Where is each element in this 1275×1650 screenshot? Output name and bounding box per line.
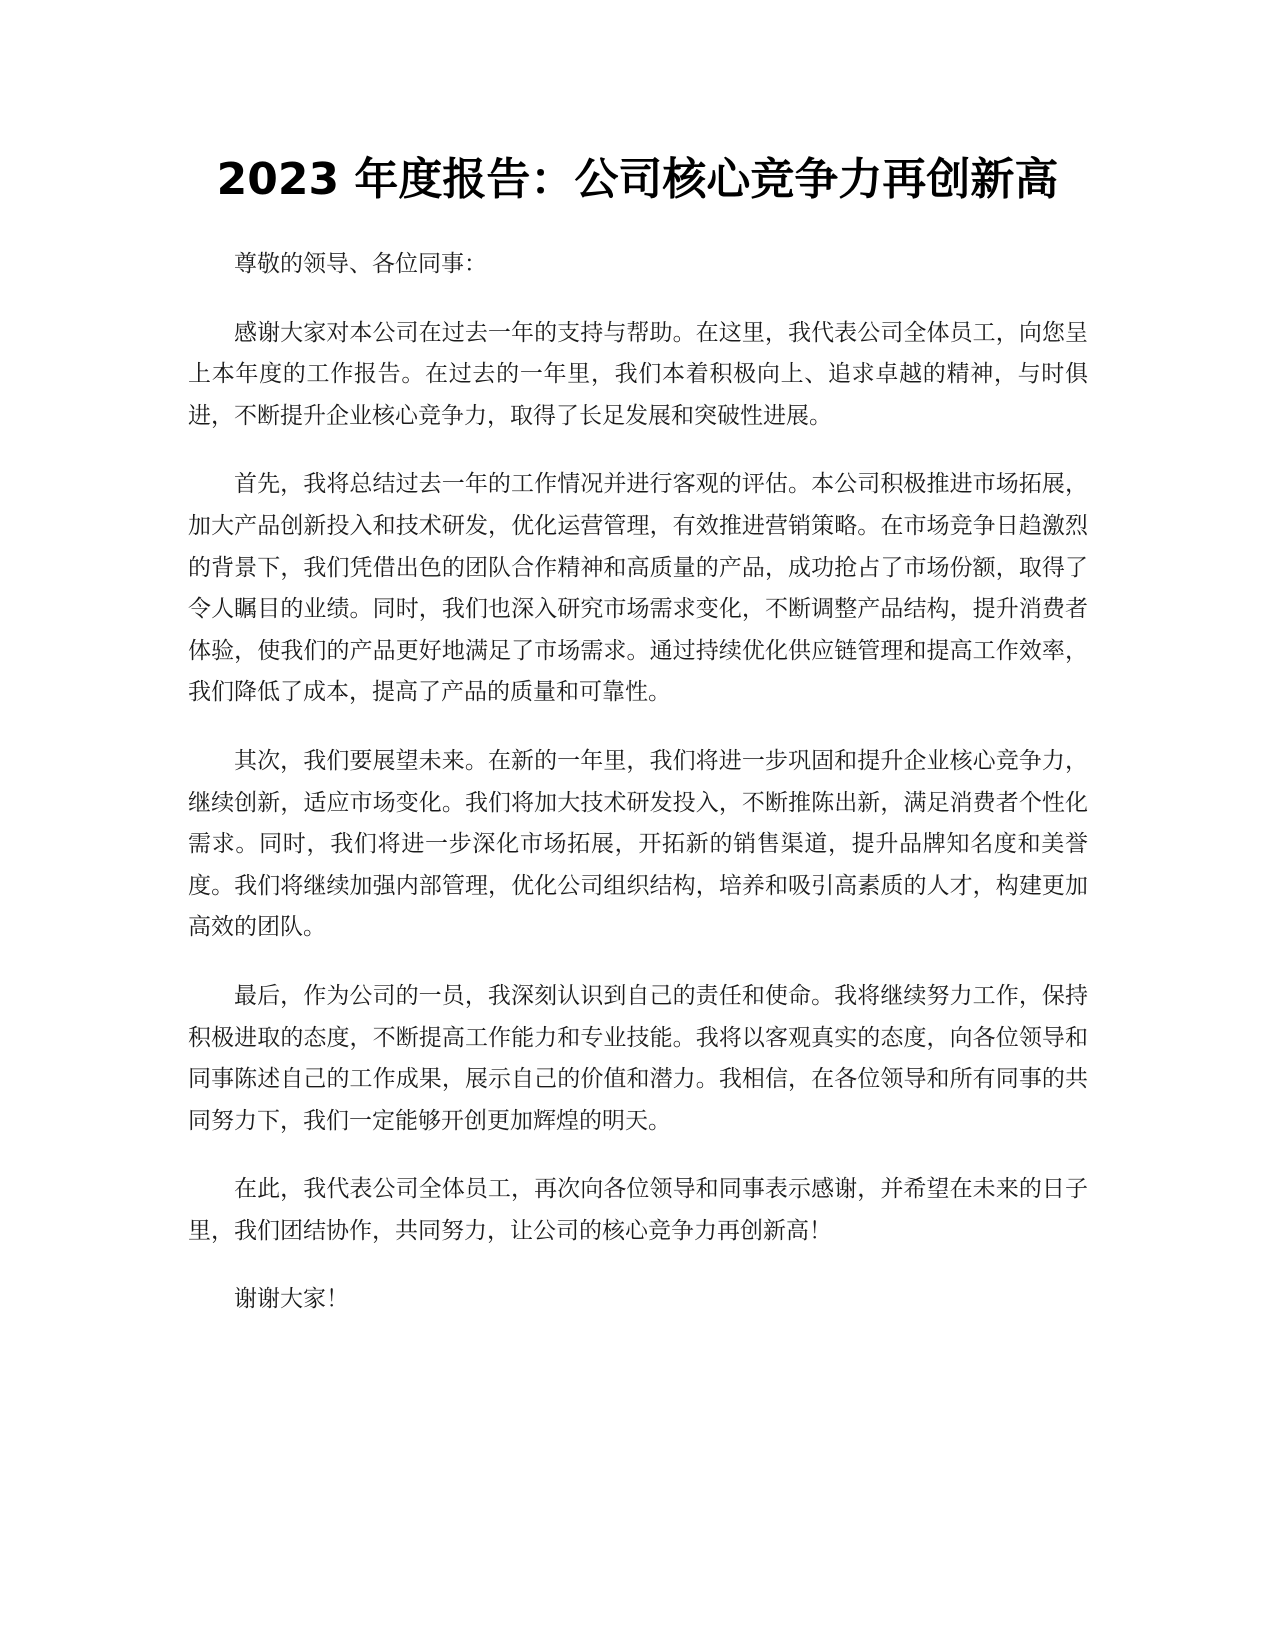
commitment-paragraph: 最后，作为公司的一员，我深刻认识到自己的责任和使命。我将继续努力工作，保持积极进取的态度，不断提高工作能力和专业技能。我将以客观真实的态度，向各位领导和同事陈述自己的工作成果，展示自己的价值和潜力。我相信，在各位领导和所有同事的共同努力下，我们一定能够开创更加辉煌的明天。 [188,982,1088,1134]
closing-paragraph: 谢谢大家！ [234,1286,349,1313]
document-title: 2023 年度报告：公司核心竞争力再创新高 [216,154,1059,205]
salutation-paragraph: 尊敬的领导、各位同事： [234,251,487,277]
summary-paragraph: 首先，我将总结过去一年的工作情况并进行客观的评估。本公司积极推进市场拓展，加大产品创新投入和技术研发，优化运营管理，有效推进营销策略。在市场竞争日趋激烈的背景下，我们凭借出色的团队合作精神和高质量的产品，成功抢占了市场份额，取得了令人瞩目的业绩。同时，我们也深入研究市场需求变化，不断调整产品结构，提升消费者体验，使我们的产品更好地满足了市场需求。通过持续优化供应链管理和提高工作效率，我们降低了成本，提高了产品的质量和可靠性。 [188,471,1088,706]
outlook-paragraph: 其次，我们要展望未来。在新的一年里，我们将进一步巩固和提升企业核心竞争力，继续创新，适应市场变化。我们将加大技术研发投入，不断推陈出新，满足消费者个性化需求。同时，我们将进一步深化市场拓展，开拓新的销售渠道，提升品牌知名度和美誉度。我们将继续加强内部管理，优化公司组织结构，培养和吸引高素质的人才，构建更加高效的团队。 [188,747,1088,941]
intro-paragraph: 感谢大家对本公司在过去一年的支持与帮助。在这里，我代表公司全体员工，向您呈上本年度的工作报告。在过去的一年里，我们本着积极向上、追求卓越的精神，与时俱进，不断提升企业核心竞争力，取得了长足发展和突破性进展。 [188,319,1088,429]
thanks-paragraph: 在此，我代表公司全体员工，再次向各位领导和同事表示感谢，并希望在未来的日子里，我们团结协作，共同努力，让公司的核心竞争力再创新高！ [188,1176,1088,1244]
document-body [188,244,1088,1348]
